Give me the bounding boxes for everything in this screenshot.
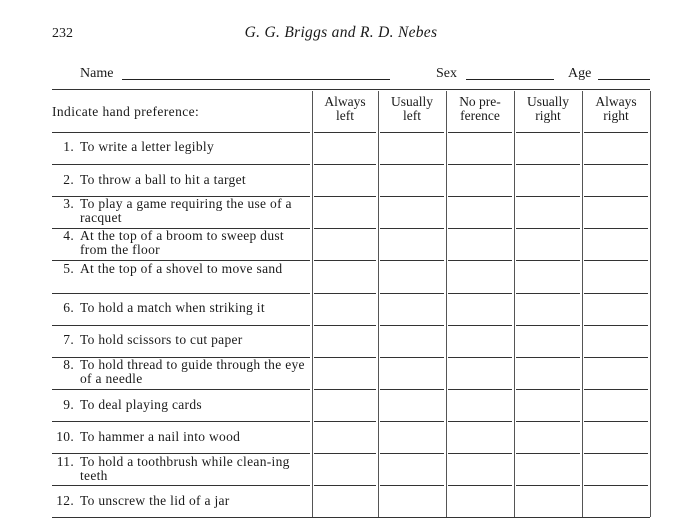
item-number: 9. bbox=[63, 397, 74, 412]
item-number: 12. bbox=[56, 493, 74, 508]
response-cell[interactable] bbox=[379, 326, 445, 356]
item-text: To deal playing cards bbox=[80, 397, 202, 412]
response-cell[interactable] bbox=[313, 422, 377, 452]
response-cell[interactable] bbox=[379, 229, 445, 259]
table-bottom-rule bbox=[52, 517, 650, 518]
response-cell[interactable] bbox=[313, 358, 377, 388]
sex-label: Sex bbox=[436, 66, 457, 81]
response-cell[interactable] bbox=[515, 358, 581, 388]
response-cell[interactable] bbox=[447, 358, 513, 388]
response-cell[interactable] bbox=[313, 165, 377, 195]
response-cell[interactable] bbox=[313, 197, 377, 227]
header-line: No pre- bbox=[459, 94, 501, 109]
response-cell[interactable] bbox=[447, 133, 513, 163]
item-text: To hold thread to guide through the eye of a needle bbox=[80, 357, 305, 386]
response-cell[interactable] bbox=[379, 454, 445, 484]
item-number: 7. bbox=[63, 332, 74, 347]
item-text: To write a letter legibly bbox=[80, 139, 215, 154]
response-cell[interactable] bbox=[583, 261, 649, 292]
response-cell[interactable] bbox=[515, 197, 581, 227]
row-separator bbox=[52, 132, 310, 133]
header-line: Usually bbox=[527, 94, 569, 109]
row-separator bbox=[52, 485, 310, 486]
item-text: To play a game requiring the use of a racquet bbox=[80, 196, 292, 225]
row-separator bbox=[52, 325, 310, 326]
running-head: G. G. Briggs and R. D. Nebes bbox=[244, 24, 438, 41]
header-line: Always bbox=[595, 94, 637, 109]
item-text: To hold a toothbrush while clean-ing teeth bbox=[80, 454, 290, 483]
item-number: 2. bbox=[63, 172, 74, 187]
response-cell[interactable] bbox=[447, 486, 513, 516]
item-number: 5. bbox=[63, 261, 74, 276]
response-cell[interactable] bbox=[379, 133, 445, 163]
response-cell[interactable] bbox=[447, 261, 513, 292]
response-cell[interactable] bbox=[447, 390, 513, 420]
column-header-usually-right bbox=[514, 95, 582, 123]
item-number: 11. bbox=[56, 454, 74, 469]
response-cell[interactable] bbox=[379, 165, 445, 195]
header-line: left bbox=[403, 108, 421, 123]
header-line: left bbox=[336, 108, 354, 123]
response-cell[interactable] bbox=[313, 261, 377, 292]
header-line: right bbox=[535, 108, 561, 123]
response-cell[interactable] bbox=[583, 294, 649, 324]
column-divider bbox=[650, 91, 651, 517]
header-line: ference bbox=[460, 108, 500, 123]
response-cell[interactable] bbox=[313, 133, 377, 163]
response-cell[interactable] bbox=[447, 197, 513, 227]
item-text: To unscrew the lid of a jar bbox=[80, 493, 230, 508]
response-cell[interactable] bbox=[515, 261, 581, 292]
item-text: At the top of a shovel to move sand bbox=[80, 261, 283, 276]
response-cell[interactable] bbox=[313, 454, 377, 484]
response-cell[interactable] bbox=[313, 229, 377, 259]
response-cell[interactable] bbox=[379, 358, 445, 388]
response-cell[interactable] bbox=[583, 326, 649, 356]
header-line: Usually bbox=[391, 94, 433, 109]
response-cell[interactable] bbox=[583, 422, 649, 452]
response-cell[interactable] bbox=[447, 454, 513, 484]
name-label: Name bbox=[80, 66, 114, 81]
item-text: To hold scissors to cut paper bbox=[80, 332, 243, 347]
page-number: 232 bbox=[52, 26, 73, 41]
response-cell[interactable] bbox=[583, 358, 649, 388]
response-cell[interactable] bbox=[379, 422, 445, 452]
item-number: 4. bbox=[63, 228, 74, 243]
table-top-rule bbox=[52, 89, 650, 90]
item-number: 10. bbox=[56, 429, 74, 444]
sex-field[interactable] bbox=[466, 79, 554, 80]
response-cell[interactable] bbox=[515, 326, 581, 356]
response-cell[interactable] bbox=[583, 165, 649, 195]
response-cell[interactable] bbox=[583, 229, 649, 259]
item-text: At the top of a broom to sweep dust from the floor bbox=[80, 228, 284, 257]
row-separator bbox=[52, 421, 310, 422]
item-number: 6. bbox=[63, 300, 74, 315]
response-cell[interactable] bbox=[583, 454, 649, 484]
column-header-always-right bbox=[582, 95, 650, 123]
response-cell[interactable] bbox=[515, 422, 581, 452]
response-cell[interactable] bbox=[447, 294, 513, 324]
response-cell[interactable] bbox=[379, 294, 445, 324]
response-cell[interactable] bbox=[515, 229, 581, 259]
instruction-label: Indicate hand preference: bbox=[52, 104, 200, 119]
response-cell[interactable] bbox=[515, 486, 581, 516]
response-cell[interactable] bbox=[313, 486, 377, 516]
response-cell[interactable] bbox=[379, 197, 445, 227]
response-cell[interactable] bbox=[515, 390, 581, 420]
response-cell[interactable] bbox=[583, 390, 649, 420]
item-number: 1. bbox=[63, 139, 74, 154]
response-cell[interactable] bbox=[447, 229, 513, 259]
response-cell[interactable] bbox=[313, 326, 377, 356]
response-cell[interactable] bbox=[379, 486, 445, 516]
response-cell[interactable] bbox=[447, 422, 513, 452]
response-cell[interactable] bbox=[583, 133, 649, 163]
response-cell[interactable] bbox=[447, 326, 513, 356]
column-header-always-left bbox=[312, 95, 378, 123]
item-number: 8. bbox=[63, 357, 74, 372]
item-text: To hold a match when striking it bbox=[80, 300, 265, 315]
item-number: 3. bbox=[63, 196, 74, 211]
response-cell[interactable] bbox=[583, 197, 649, 227]
response-cell[interactable] bbox=[515, 133, 581, 163]
response-cell[interactable] bbox=[583, 486, 649, 516]
age-field[interactable] bbox=[598, 79, 650, 80]
row-separator bbox=[52, 293, 310, 294]
row-separator bbox=[52, 164, 310, 165]
response-cell[interactable] bbox=[515, 165, 581, 195]
name-field[interactable] bbox=[122, 79, 390, 80]
response-cell[interactable] bbox=[447, 165, 513, 195]
header-line: Always bbox=[324, 94, 366, 109]
response-cell[interactable] bbox=[379, 390, 445, 420]
column-header-no-preference bbox=[446, 95, 514, 123]
row-separator bbox=[52, 389, 310, 390]
response-cell[interactable] bbox=[515, 294, 581, 324]
age-label: Age bbox=[568, 66, 592, 81]
header-line: right bbox=[603, 108, 629, 123]
item-text: To hammer a nail into wood bbox=[80, 429, 241, 444]
column-header-usually-left bbox=[378, 95, 446, 123]
response-cell[interactable] bbox=[313, 294, 377, 324]
response-cell[interactable] bbox=[515, 454, 581, 484]
response-cell[interactable] bbox=[313, 390, 377, 420]
item-text: To throw a ball to hit a target bbox=[80, 172, 246, 187]
response-cell[interactable] bbox=[379, 261, 445, 292]
